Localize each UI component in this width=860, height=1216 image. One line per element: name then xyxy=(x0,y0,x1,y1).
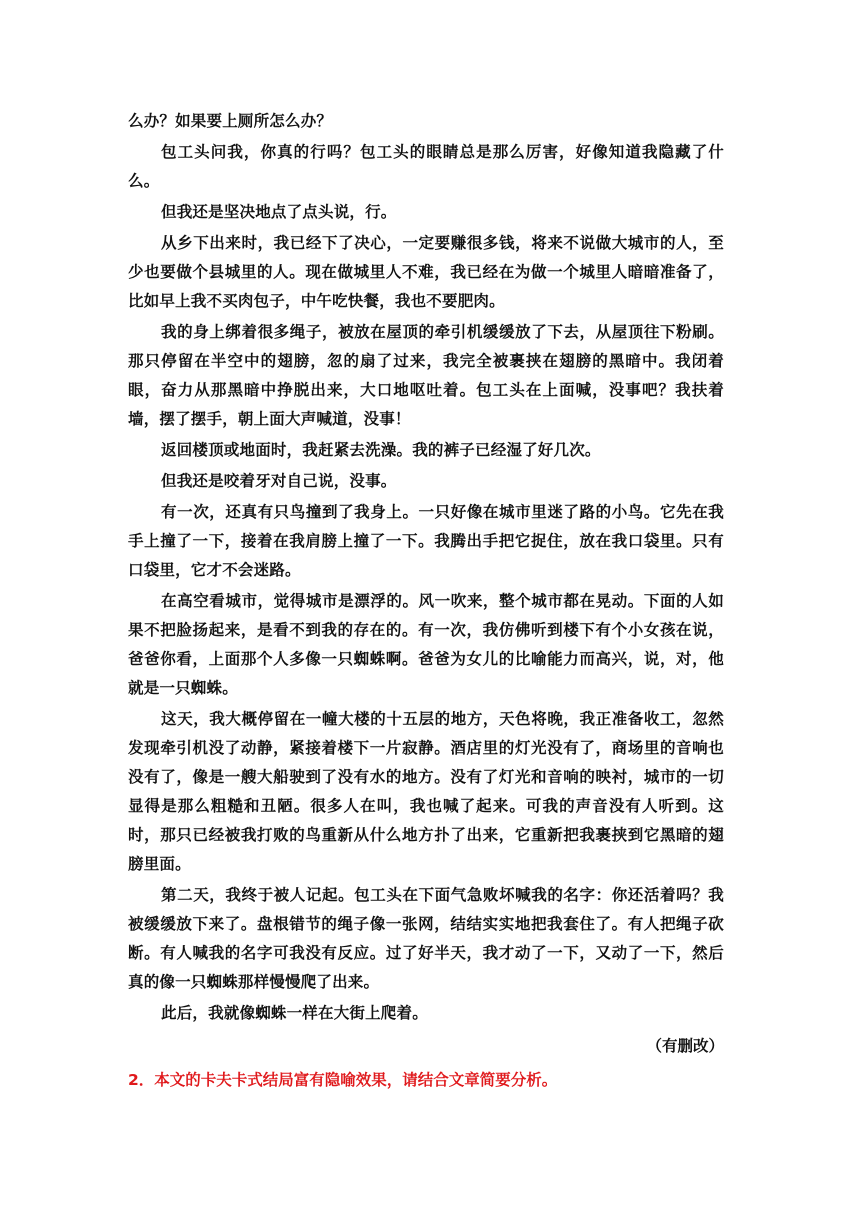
paragraph: 我的身上绑着很多绳子，被放在屋顶的牵引机缓缓放了下去，从屋顶往下粉刷。那只停留在半空中的翅膀，忽的扇了过来，我完全被裹挟在翅膀的黑暗中。我闭着眼，奋力从那黑暗中挣脱出来，大口地呕吐着。包工头在上面喊，没事吧？我扶着墙，摆了摆手，朝上面大声喊道，没事！ xyxy=(128,322,724,428)
paragraph: 从乡下出来时，我已经下了决心，一定要赚很多钱，将来不说做大城市的人，至少也要做个县城里的人。现在做城里人不难，我已经在为做一个城里人暗暗准备了，比如早上我不买肉包子，中午吃快餐，我也不要肥肉。 xyxy=(128,233,724,310)
paragraph: 但我还是咬着牙对自己说，没事。 xyxy=(161,471,397,490)
paragraph: 第二天，我终于被人记起。包工头在下面气急败坏喊我的名字：你还活着吗？我被缓缓放下来了。盘根错节的绳子像一张网，结结实实地把我套住了。有人把绳子砍断。有人喊我的名字可我没有反应。过了好半天，我才动了一下，又动了一下，然后真的像一只蜘蛛那样慢慢爬了出来。 xyxy=(128,885,724,991)
question-text: 2．本文的卡夫卡式结局富有隐喻效果，请结合文章简要分析。 xyxy=(128,1071,558,1089)
source-note: （有删改） xyxy=(646,1036,724,1055)
paragraph: 有一次，还真有只鸟撞到了我身上。一只好像在城市里迷了路的小鸟。它先在我手上撞了一下，接着在我肩膀上撞了一下。我腾出手把它捉住，放在我口袋里。只有口袋里，它才不会迷路。 xyxy=(128,502,724,579)
article-body xyxy=(128,106,724,1095)
paragraph: 在高空看城市，觉得城市是漂浮的。风一吹来，整个城市都在晃动。下面的人如果不把脸扬起来，是看不到我的存在的。有一次，我仿佛听到楼下有个小女孩在说，爸爸你看，上面那个人多像一只蜘蛛啊。爸爸为女儿的比喻能力而高兴，说，对，他就是一只蜘蛛。 xyxy=(128,591,724,697)
paragraph: 返回楼顶或地面时，我赶紧去洗澡。我的裤子已经湿了好几次。 xyxy=(161,440,601,459)
paragraph: 包工头问我，你真的行吗？包工头的眼睛总是那么厉害，好像知道我隐藏了什么。 xyxy=(128,142,724,190)
paragraph: 此后，我就像蜘蛛一样在大街上爬着。 xyxy=(161,1003,428,1022)
paragraph-continuation: 么办？如果要上厕所怎么办？ xyxy=(128,111,333,130)
paragraph: 这天，我大概停留在一幢大楼的十五层的地方，天色将晚，我正准备收工，忽然发现牵引机没了动静，紧接着楼下一片寂静。酒店里的灯光没有了，商场里的音响也没有了，像是一艘大船驶到了没有水的地方。没有了灯光和音响的映衬，城市的一切显得是那么粗糙和丑陋。很多人在叫，我也喊了起来。可我的声音没有人听到。这时，那只已经被我打败的鸟重新从什么地方扑了出来，它重新把我裹挟到它黑暗的翅膀里面。 xyxy=(128,709,724,873)
paragraph: 但我还是坚决地点了点头说，行。 xyxy=(161,202,397,221)
